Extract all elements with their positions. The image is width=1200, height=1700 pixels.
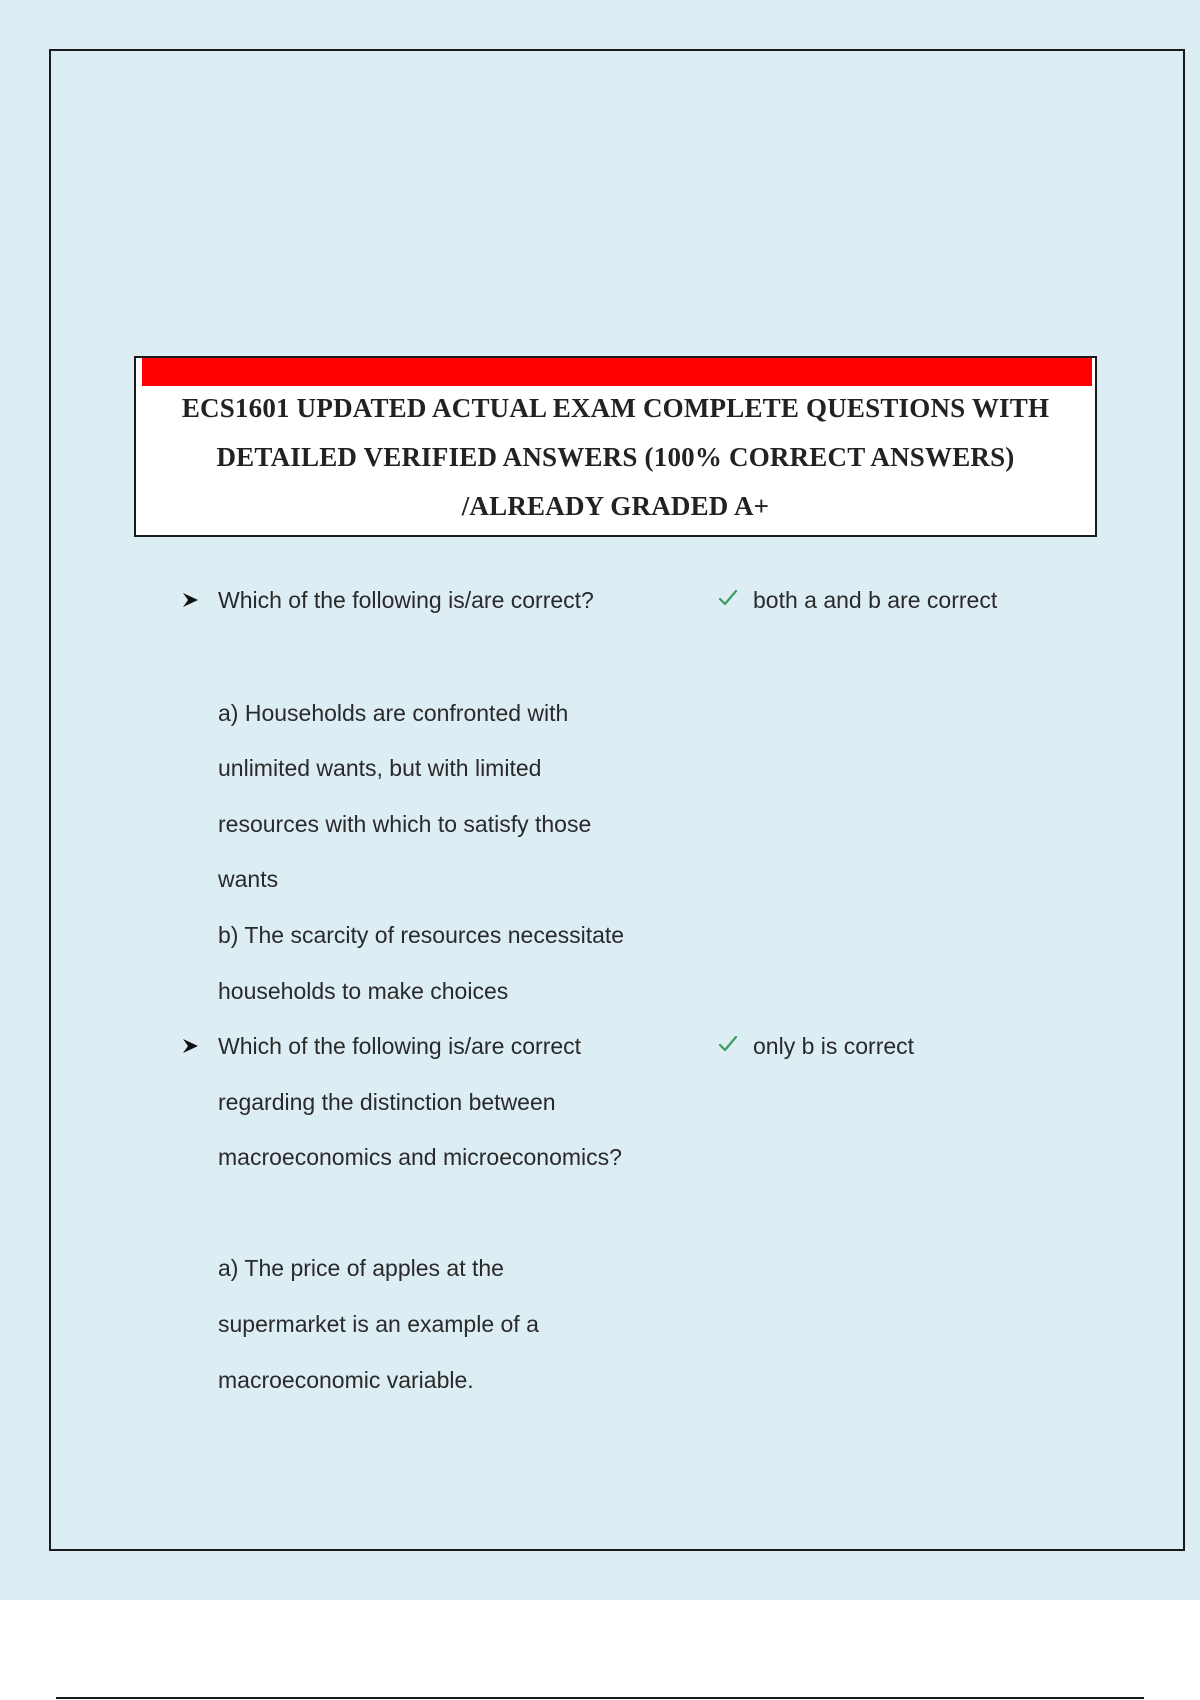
question-2-line-3: macroeconomics and microeconomics?: [218, 1144, 622, 1170]
question-2-line-2: regarding the distinction between: [218, 1089, 556, 1115]
arrow-bullet-icon: [181, 1034, 201, 1058]
title-box: [134, 356, 1097, 537]
title-line-1: ECS1601 UPDATED ACTUAL EXAM COMPLETE QUESTIONS WITH: [181, 393, 1050, 423]
title-red-bar: [142, 358, 1092, 386]
question-1-line-1: Which of the following is/are correct?: [218, 587, 594, 613]
question-2-option-line-2: supermarket is an example of a: [218, 1311, 539, 1337]
question-1-option-line-2: unlimited wants, but with limited: [218, 755, 542, 781]
checkmark-icon: [717, 1032, 739, 1056]
question-1-option-line-3: resources with which to satisfy those: [218, 811, 592, 837]
question-2-option-line-3: macroeconomic variable.: [218, 1367, 474, 1393]
question-1-option-line-5: b) The scarcity of resources necessitate: [218, 922, 625, 948]
question-1-option-line-4: wants: [218, 866, 279, 892]
answer-1: both a and b are correct: [753, 587, 998, 613]
footer-rule: [56, 1697, 1144, 1699]
title-line-2: DETAILED VERIFIED ANSWERS (100% CORRECT ANSWERS): [216, 442, 1015, 472]
question-1-option-line-1: a) Households are confronted with: [218, 700, 569, 726]
answer-2: only b is correct: [753, 1033, 915, 1059]
question-2-option-line-1: a) The price of apples at the: [218, 1255, 504, 1281]
checkmark-icon: [717, 586, 739, 610]
document-title: [136, 384, 1095, 531]
title-line-3: /ALREADY GRADED A+: [461, 491, 770, 521]
question-2-line-1: Which of the following is/are correct: [218, 1033, 582, 1059]
arrow-bullet-icon: [181, 588, 201, 612]
question-1-option-line-6: households to make choices: [218, 978, 509, 1004]
